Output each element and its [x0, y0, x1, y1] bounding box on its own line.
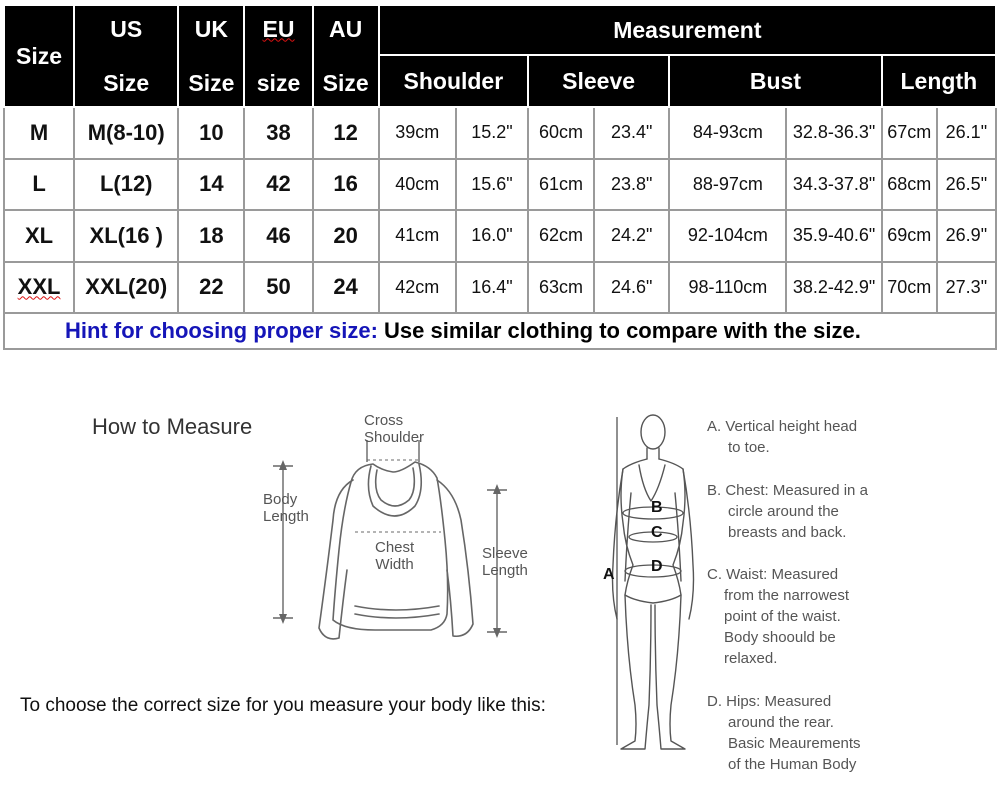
cell-length-in: 26.9"	[937, 210, 996, 262]
cell-size: XL	[4, 210, 74, 262]
cell-size: L	[4, 159, 74, 211]
cell-us: M(8-10)	[74, 107, 178, 159]
header-uk: UK Size	[178, 5, 244, 107]
cell-sleeve-cm: 63cm	[528, 262, 594, 314]
cell-eu: 46	[244, 210, 312, 262]
cell-shoulder-cm: 41cm	[379, 210, 456, 262]
cell-size: M	[4, 107, 74, 159]
header-shoulder: Shoulder	[379, 55, 528, 107]
header-eu: EU size	[244, 5, 312, 107]
cell-sleeve-in: 23.8"	[594, 159, 669, 211]
table-row	[4, 262, 996, 314]
cell-size: XXL	[4, 262, 74, 314]
cell-uk: 22	[178, 262, 244, 314]
cell-shoulder-in: 16.0"	[456, 210, 528, 262]
cell-shoulder-cm: 39cm	[379, 107, 456, 159]
cell-bust-cm: 88-97cm	[669, 159, 786, 211]
cell-bust-cm: 84-93cm	[669, 107, 786, 159]
cell-uk: 10	[178, 107, 244, 159]
measure-instruction: To choose the correct size for you measure your body like this:	[20, 695, 546, 716]
cell-au: 12	[313, 107, 379, 159]
table-row	[4, 210, 996, 262]
table-row	[4, 159, 996, 211]
cell-eu: 42	[244, 159, 312, 211]
cell-length-in: 26.1"	[937, 107, 996, 159]
cell-bust-in: 34.3-37.8"	[786, 159, 881, 211]
header-length: Length	[882, 55, 996, 107]
header-au: AU Size	[313, 5, 379, 107]
cell-length-in: 26.5"	[937, 159, 996, 211]
cell-bust-cm: 92-104cm	[669, 210, 786, 262]
cell-bust-in: 38.2-42.9"	[786, 262, 881, 314]
cell-us: L(12)	[74, 159, 178, 211]
header-size: Size	[4, 5, 74, 107]
cell-sleeve-in: 24.2"	[594, 210, 669, 262]
cell-au: 24	[313, 262, 379, 314]
hint-lead: Hint for choosing proper size:	[65, 318, 378, 343]
body-letter-b: B	[651, 499, 663, 516]
hint-text: Use similar clothing to compare with the size.	[384, 318, 861, 343]
header-sleeve: Sleeve	[528, 55, 669, 107]
cell-length-cm: 68cm	[882, 159, 937, 211]
legend-d: D. Hips: Measured around the rear. Basic Meaurements of the Human Body	[707, 693, 861, 773]
cell-eu: 38	[244, 107, 312, 159]
body-letter-a: A	[603, 566, 615, 583]
cell-bust-cm: 98-110cm	[669, 262, 786, 314]
cell-uk: 18	[178, 210, 244, 262]
how-to-measure-title: How to Measure	[92, 414, 253, 439]
cell-eu: 50	[244, 262, 312, 314]
cell-shoulder-cm: 42cm	[379, 262, 456, 314]
cell-shoulder-in: 15.6"	[456, 159, 528, 211]
cell-sleeve-cm: 61cm	[528, 159, 594, 211]
label-body-length: Body Length	[263, 491, 309, 525]
header-us: US Size	[74, 5, 178, 107]
cell-shoulder-in: 15.2"	[456, 107, 528, 159]
cell-length-cm: 67cm	[882, 107, 937, 159]
cell-sleeve-in: 23.4"	[594, 107, 669, 159]
cell-uk: 14	[178, 159, 244, 211]
size-rows	[4, 107, 996, 313]
table-row	[4, 107, 996, 159]
label-cross-shoulder: Cross Shoulder	[364, 412, 425, 446]
body-letter-c: C	[651, 524, 663, 541]
cell-shoulder-cm: 40cm	[379, 159, 456, 211]
cell-au: 16	[313, 159, 379, 211]
body-letter-d: D	[651, 558, 663, 575]
cell-au: 20	[313, 210, 379, 262]
legend-b: B. Chest: Measured in a circle around the breasts and back.	[707, 482, 868, 541]
header-measurement: Measurement	[379, 5, 996, 55]
size-hint	[4, 313, 996, 349]
cell-bust-in: 35.9-40.6"	[786, 210, 881, 262]
cell-length-cm: 69cm	[882, 210, 937, 262]
cell-length-cm: 70cm	[882, 262, 937, 314]
cell-sleeve-in: 24.6"	[594, 262, 669, 314]
cell-us: XL(16 )	[74, 210, 178, 262]
size-chart-table	[3, 4, 997, 350]
cell-us: XXL(20)	[74, 262, 178, 314]
label-chest-width: Chest Width	[375, 539, 415, 573]
label-sleeve-length: Sleeve Length	[482, 545, 528, 579]
cell-sleeve-cm: 62cm	[528, 210, 594, 262]
cell-length-in: 27.3"	[937, 262, 996, 314]
cell-sleeve-cm: 60cm	[528, 107, 594, 159]
cell-bust-in: 32.8-36.3"	[786, 107, 881, 159]
legend-a: A. Vertical height head to toe.	[707, 418, 858, 456]
cell-shoulder-in: 16.4"	[456, 262, 528, 314]
header-bust: Bust	[669, 55, 881, 107]
legend-c: C. Waist: Measured from the narrowest point of the waist. Body shoould be relaxed.	[707, 566, 850, 667]
